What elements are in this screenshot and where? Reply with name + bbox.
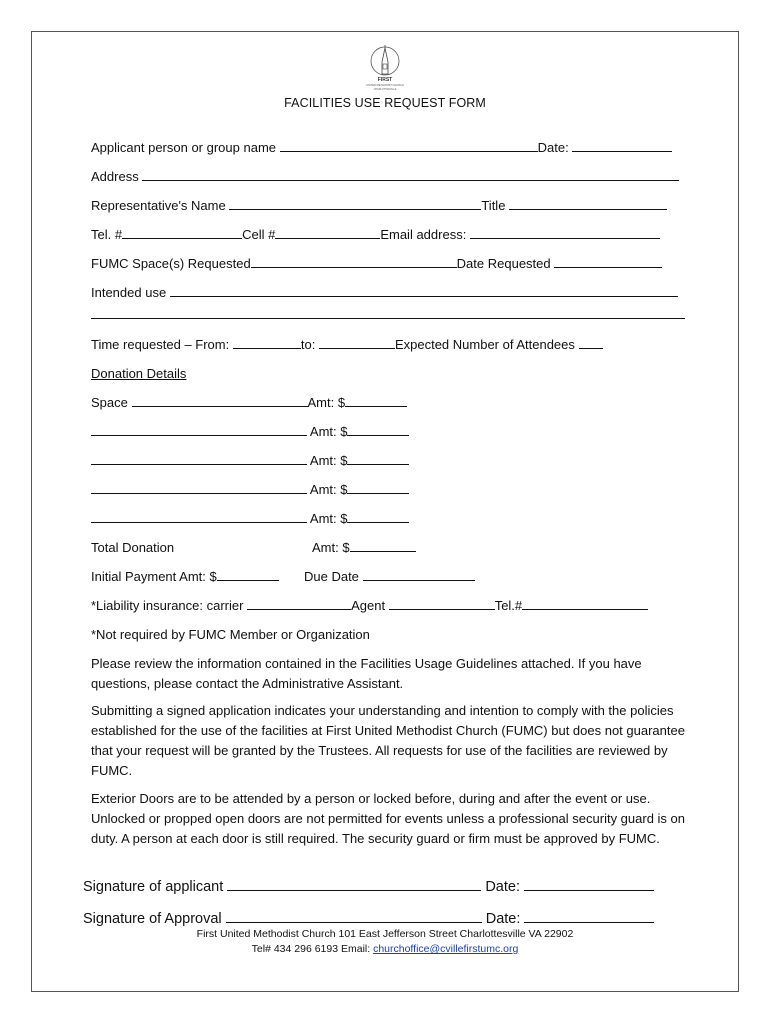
date-label: Date: [537,140,569,155]
intended-use-field[interactable] [170,284,678,297]
amt-field[interactable] [347,452,409,465]
approval-signature-date-label: Date: [485,911,521,927]
form-title: FACILITIES USE REQUEST FORM [284,96,486,110]
tel-field[interactable] [122,226,242,239]
applicant-signature-label: Signature of applicant [83,879,224,895]
intended-use-extra-line[interactable] [91,318,685,319]
space-field[interactable] [251,255,457,268]
applicant-label: Applicant person or group name [91,140,277,155]
total-amt-field[interactable] [350,539,416,552]
cell-label: Cell # [242,227,276,242]
amt-label: Amt: $ [309,453,348,468]
footer-address: First United Methodist Church 101 East Jefferson Street Charlottesville VA 22902 [196,928,574,940]
intended-use-label: Intended use [91,285,167,300]
applicant-signature-date-label: Date: [485,879,520,895]
insurance-note: *Not required by FUMC Member or Organization [91,627,370,642]
applicant-row [91,139,672,157]
insurance-tel-field[interactable] [522,597,648,610]
logo-line2: UNITED METHODIST CHURCH [366,84,404,87]
donation-space-label: Space [91,395,128,410]
logo-line3: CHARLOTTESVILLE [373,88,397,91]
date-field[interactable] [572,139,672,152]
applicant-signature-field[interactable] [227,878,481,891]
donation-space-field[interactable] [91,452,307,465]
review-paragraph: Please review the information contained in the Facilities Usage Guidelines attached. If you have questions, please contact the Administrative Assistant. [91,656,642,691]
space-label: FUMC Space(s) Requested [91,256,251,271]
applicant-signature-date-field[interactable] [524,878,654,891]
initial-payment-label: Initial Payment Amt: $ [91,569,217,584]
time-to-field[interactable] [319,336,395,349]
address-field[interactable] [142,168,679,181]
insurance-carrier-field[interactable] [247,597,351,610]
due-date-field[interactable] [363,568,475,581]
insurance-agent-field[interactable] [389,597,495,610]
rep-title-field[interactable] [509,197,667,210]
rep-name-label: Representative's Name [91,198,226,213]
steeple-icon [362,44,408,94]
attendees-label: Expected Number of Attendees [394,337,575,352]
due-date-label: Due Date [303,569,359,584]
insurance-agent-label: Agent [351,598,386,613]
insurance-row [91,597,648,615]
address-row [91,168,679,186]
rep-name-field[interactable] [229,197,481,210]
logo-line1: FIRST [377,77,393,83]
time-from-field[interactable] [233,336,301,349]
amt-field[interactable] [347,481,409,494]
donation-space-field[interactable] [91,510,307,523]
approval-signature-field[interactable] [226,910,482,923]
donation-space-field[interactable] [91,481,307,494]
time-from-label: Time requested – From: [91,337,230,352]
donation-space-field[interactable] [91,423,307,436]
church-logo [362,44,408,94]
email-label: Email address: [380,227,467,242]
approval-signature-label: Signature of Approval [83,911,222,927]
footer-email-link[interactable]: churchoffice@cvillefirstumc.org [373,943,519,955]
tel-label: Tel. # [91,227,123,242]
donation-row [91,452,409,470]
total-amt-label: Amt: $ [312,540,350,555]
email-field[interactable] [470,226,660,239]
footer-contact [0,943,770,956]
donation-row [91,481,409,499]
applicant-signature-row [83,878,654,895]
approval-signature-date-field[interactable] [524,910,654,923]
intended-use-row [91,284,678,302]
insurance-tel-label: Tel.# [494,598,523,613]
cell-field[interactable] [275,226,380,239]
date-requested-label: Date Requested [456,256,551,271]
donation-row [91,510,409,528]
doors-paragraph: Exterior Doors are to be attended by a person or locked before, during and after the event or use. Unlocked or propped open doors are not permitted for events unless a professional security guard is on duty. A person at each door is still required. The security guard or firm must be approved by FUMC. [91,791,686,846]
initial-payment-field[interactable] [217,568,279,581]
amt-field[interactable] [347,510,409,523]
time-to-label: to: [300,337,316,352]
amt-field[interactable] [347,423,409,436]
rep-title-label: Title [481,198,506,213]
total-donation-row [91,539,416,557]
amt-label: Amt: $ [309,424,348,439]
contact-row [91,226,660,244]
amt-label: Amt: $ [307,395,346,410]
attendees-field[interactable] [579,336,603,349]
insurance-carrier-label: *Liability insurance: carrier [91,598,244,613]
donation-space-field[interactable] [132,394,308,407]
space-row [91,255,662,273]
time-row [91,336,603,354]
footer-contact-prefix: Tel# 434 296 6193 Email: [251,943,374,955]
donation-heading: Donation Details [91,366,187,381]
address-label: Address [91,169,139,184]
amt-label: Amt: $ [309,511,348,526]
total-donation-label: Total Donation [91,540,175,555]
date-requested-field[interactable] [554,255,662,268]
approval-signature-row [83,910,654,927]
amt-label: Amt: $ [309,482,348,497]
representative-row [91,197,667,215]
initial-payment-row [91,568,475,586]
submitting-paragraph: Submitting a signed application indicates your understanding and intention to comply with the policies established for the use of the facilities at First United Methodist Church (FUMC) but does not guarantee that your request will be granted by the Trustees. All requests for use of the facilities are reviewed by FUMC. [91,703,685,778]
donation-row [91,423,409,441]
applicant-field[interactable] [280,139,538,152]
donation-row [91,394,407,412]
amt-field[interactable] [345,394,407,407]
